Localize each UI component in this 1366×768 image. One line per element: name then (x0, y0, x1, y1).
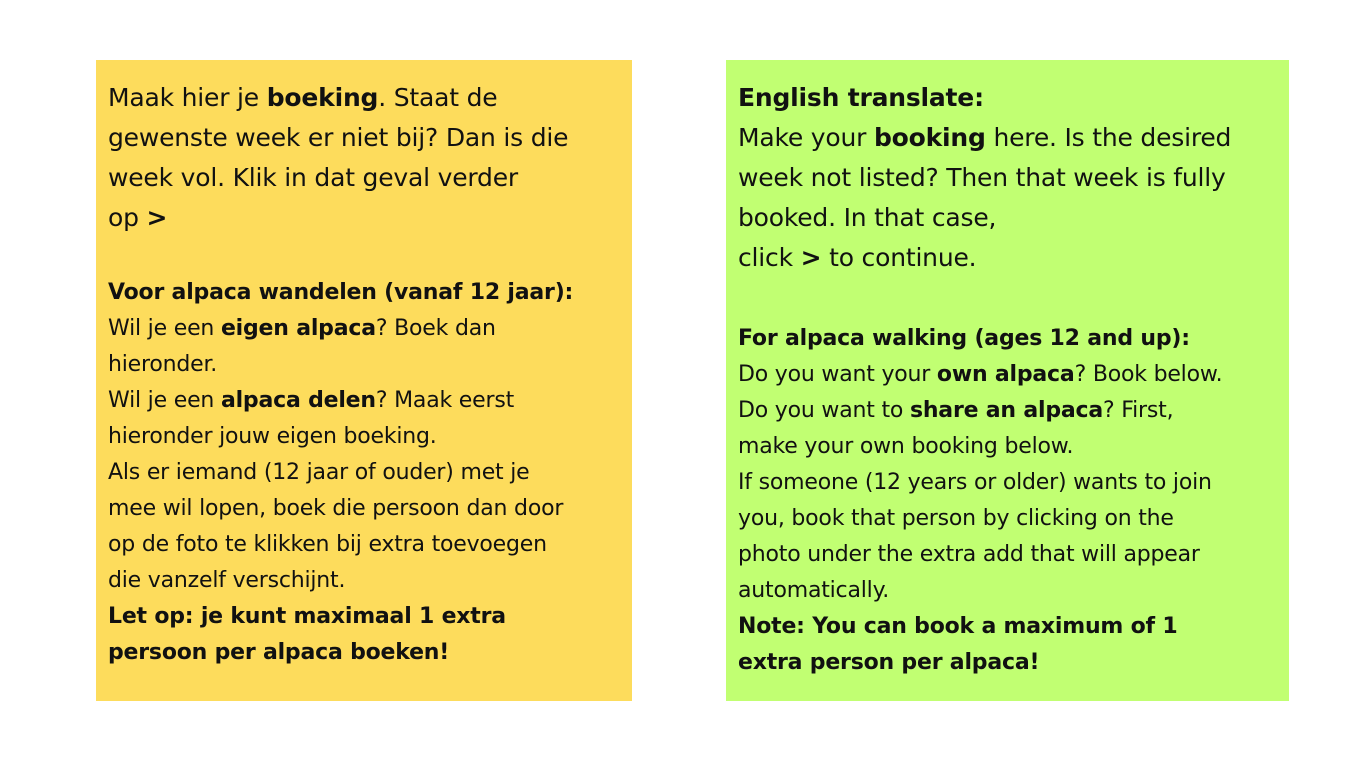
own-alpaca-text: Wil je een (108, 316, 221, 341)
intro-text: . Staat de (378, 83, 498, 112)
extra-person-text: Als er iemand (12 jaar of ouder) met je (108, 460, 530, 485)
own-alpaca-text: Do you want your (738, 362, 937, 387)
intro-text: op (108, 203, 147, 232)
dutch-walking-section (108, 275, 620, 671)
extra-person-text: op de foto te klikken bij extra toevoegen (108, 532, 547, 557)
extra-person-text: automatically. (738, 578, 890, 603)
share-alpaca-text: make your own booking below. (738, 434, 1074, 459)
share-alpaca-emphasis: alpaca delen (220, 388, 376, 413)
intro-text: Maak hier je (108, 83, 267, 112)
intro-text: Make your (738, 123, 874, 152)
extra-person-text: die vanzelf verschijnt. (108, 568, 346, 593)
english-booking-intro (738, 78, 1277, 278)
intro-text: week not listed? Then that week is fully (738, 163, 1226, 192)
max-extra-note: Let op: je kunt maximaal 1 extra (108, 604, 506, 629)
extra-person-text: mee wil lopen, boek die persoon dan door (108, 496, 564, 521)
dutch-booking-intro (108, 78, 620, 238)
translation-title: English translate: (738, 83, 984, 112)
own-alpaca-emphasis: eigen alpaca (220, 316, 376, 341)
english-info-card (726, 60, 1289, 701)
own-alpaca-text: ? Book below. (1074, 362, 1223, 387)
booking-emphasis: boeking (266, 83, 379, 112)
max-extra-note: Note: You can book a maximum of 1 (738, 614, 1178, 639)
extra-person-text: If someone (12 years or older) wants to join (738, 470, 1212, 495)
extra-person-text: you, book that person by clicking on the (738, 506, 1174, 531)
max-extra-note: persoon per alpaca boeken! (108, 640, 450, 665)
walking-heading: Voor alpaca wandelen (vanaf 12 jaar): (108, 280, 574, 305)
own-alpaca-text: ? Boek dan (375, 316, 496, 341)
intro-text: week vol. Klik in dat geval verder (108, 163, 518, 192)
english-walking-section (738, 321, 1277, 681)
extra-person-text: photo under the extra add that will appear (738, 542, 1200, 567)
dutch-info-card (96, 60, 632, 701)
share-alpaca-text: ? Maak eerst (375, 388, 515, 413)
walking-heading: For alpaca walking (ages 12 and up): (738, 326, 1190, 351)
intro-text: click (738, 243, 801, 272)
intro-text: to continue. (821, 243, 977, 272)
intro-text: booked. In that case, (738, 203, 997, 232)
max-extra-note: extra person per alpaca! (738, 650, 1040, 675)
share-alpaca-text: ? First, (1103, 398, 1174, 423)
own-alpaca-emphasis: own alpaca (936, 362, 1075, 387)
own-alpaca-text: hieronder. (108, 352, 218, 377)
share-alpaca-emphasis: share an alpaca (909, 398, 1104, 423)
share-alpaca-text: Wil je een (108, 388, 221, 413)
next-arrow-symbol: > (800, 243, 822, 272)
next-arrow-symbol: > (146, 203, 168, 232)
booking-emphasis: booking (873, 123, 986, 152)
share-alpaca-text: hieronder jouw eigen boeking. (108, 424, 437, 449)
share-alpaca-text: Do you want to (738, 398, 910, 423)
intro-text: here. Is the desired (985, 123, 1232, 152)
intro-text: gewenste week er niet bij? Dan is die (108, 123, 569, 152)
